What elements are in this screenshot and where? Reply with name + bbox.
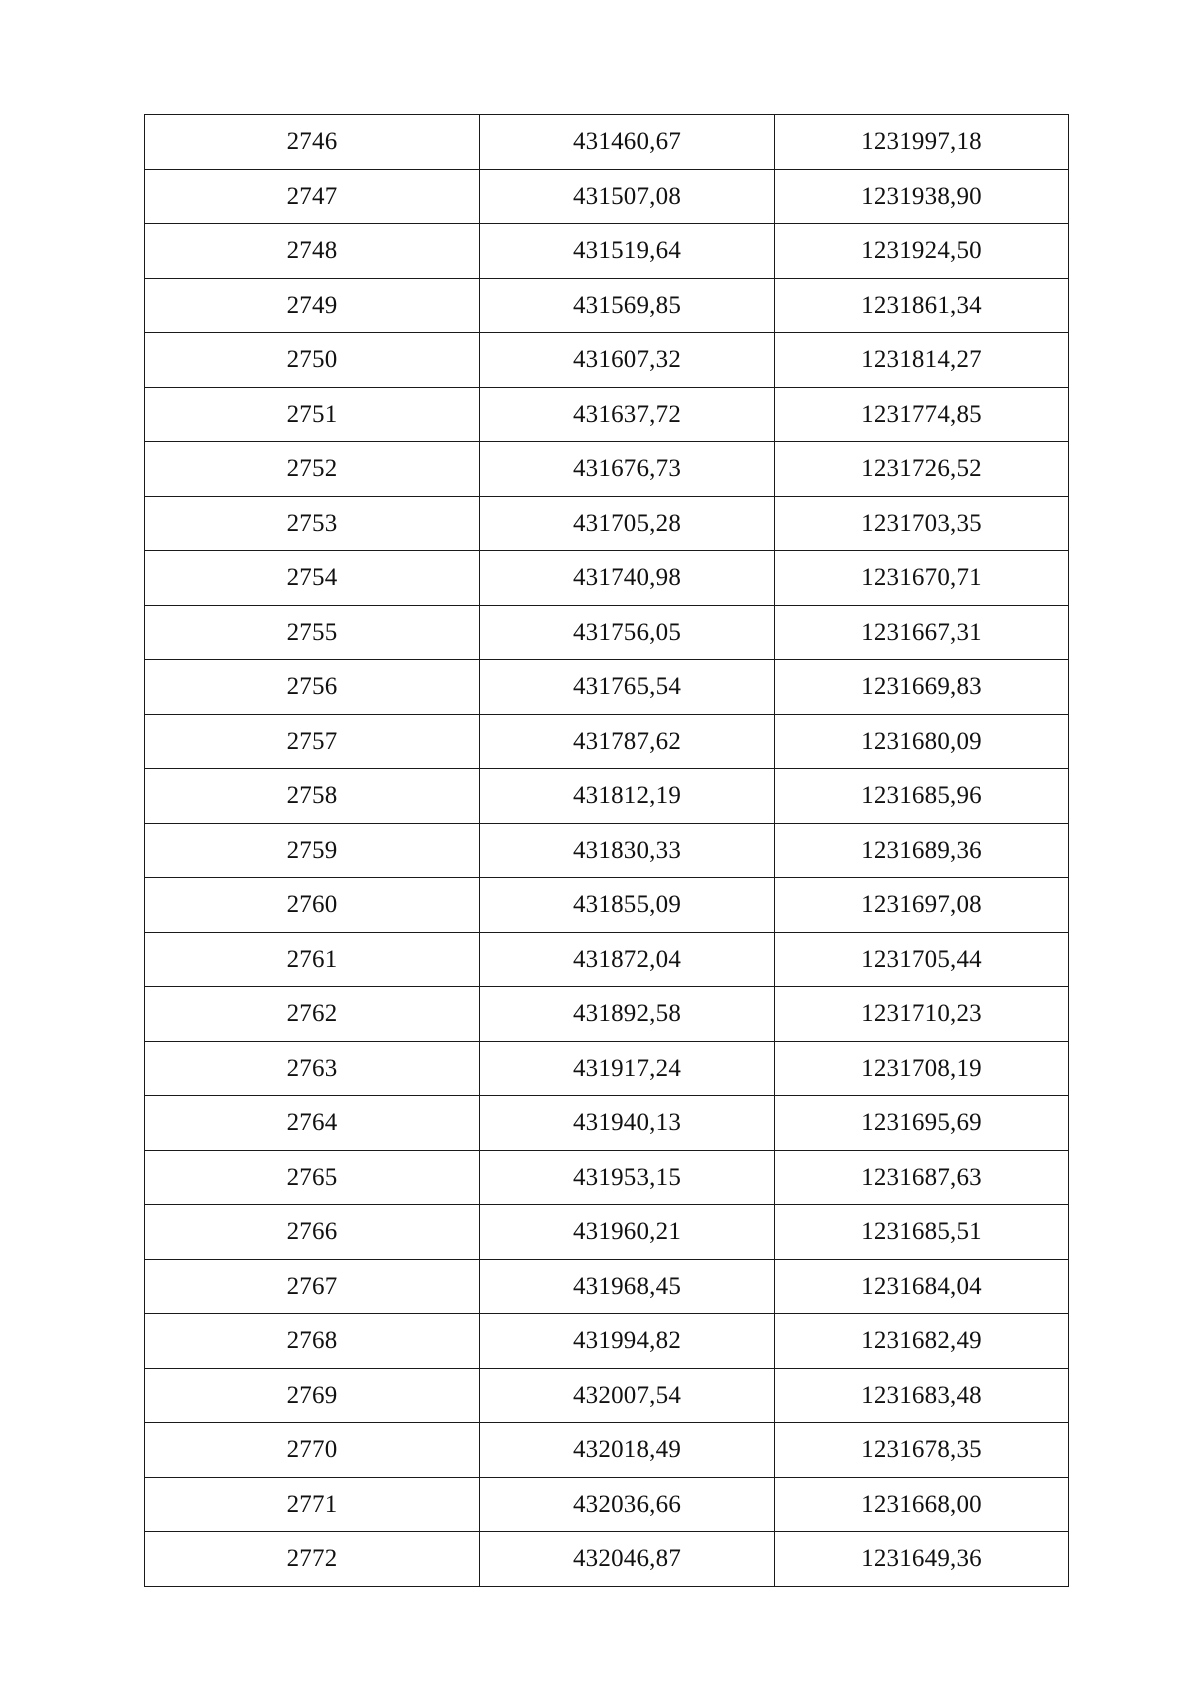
point-number-cell: 2772 — [145, 1532, 480, 1587]
point-number-cell: 2756 — [145, 660, 480, 715]
x-coordinate-cell: 431756,05 — [480, 605, 775, 660]
y-coordinate-cell: 1231682,49 — [775, 1314, 1069, 1369]
point-number-cell: 2771 — [145, 1477, 480, 1532]
x-coordinate-cell: 432036,66 — [480, 1477, 775, 1532]
y-coordinate-cell: 1231668,00 — [775, 1477, 1069, 1532]
x-coordinate-cell: 431507,08 — [480, 169, 775, 224]
y-coordinate-cell: 1231680,09 — [775, 714, 1069, 769]
y-coordinate-cell: 1231703,35 — [775, 496, 1069, 551]
y-coordinate-cell: 1231669,83 — [775, 660, 1069, 715]
table-row — [145, 823, 1069, 878]
table-row — [145, 1096, 1069, 1151]
y-coordinate-cell: 1231814,27 — [775, 333, 1069, 388]
y-coordinate-cell: 1231683,48 — [775, 1368, 1069, 1423]
y-coordinate-cell: 1231685,96 — [775, 769, 1069, 824]
y-coordinate-cell: 1231997,18 — [775, 115, 1069, 170]
x-coordinate-cell: 431607,32 — [480, 333, 775, 388]
x-coordinate-cell: 431960,21 — [480, 1205, 775, 1260]
table-row — [145, 1150, 1069, 1205]
y-coordinate-cell: 1231708,19 — [775, 1041, 1069, 1096]
x-coordinate-cell: 431569,85 — [480, 278, 775, 333]
y-coordinate-cell: 1231710,23 — [775, 987, 1069, 1042]
y-coordinate-cell: 1231670,71 — [775, 551, 1069, 606]
point-number-cell: 2760 — [145, 878, 480, 933]
table-row — [145, 1041, 1069, 1096]
point-number-cell: 2761 — [145, 932, 480, 987]
y-coordinate-cell: 1231695,69 — [775, 1096, 1069, 1151]
y-coordinate-cell: 1231684,04 — [775, 1259, 1069, 1314]
point-number-cell: 2764 — [145, 1096, 480, 1151]
y-coordinate-cell: 1231861,34 — [775, 278, 1069, 333]
x-coordinate-cell: 431705,28 — [480, 496, 775, 551]
table-row — [145, 1423, 1069, 1478]
table-row — [145, 1314, 1069, 1369]
x-coordinate-cell: 432007,54 — [480, 1368, 775, 1423]
point-number-cell: 2768 — [145, 1314, 480, 1369]
x-coordinate-cell: 431519,64 — [480, 224, 775, 279]
y-coordinate-cell: 1231689,36 — [775, 823, 1069, 878]
x-coordinate-cell: 432018,49 — [480, 1423, 775, 1478]
point-number-cell: 2758 — [145, 769, 480, 824]
x-coordinate-cell: 431637,72 — [480, 387, 775, 442]
table-row — [145, 1259, 1069, 1314]
x-coordinate-cell: 431994,82 — [480, 1314, 775, 1369]
coordinates-table — [144, 114, 1069, 1587]
y-coordinate-cell: 1231649,36 — [775, 1532, 1069, 1587]
table-row — [145, 169, 1069, 224]
point-number-cell: 2767 — [145, 1259, 480, 1314]
y-coordinate-cell: 1231697,08 — [775, 878, 1069, 933]
table-row — [145, 1477, 1069, 1532]
x-coordinate-cell: 431812,19 — [480, 769, 775, 824]
table-row — [145, 278, 1069, 333]
point-number-cell: 2763 — [145, 1041, 480, 1096]
point-number-cell: 2746 — [145, 115, 480, 170]
point-number-cell: 2753 — [145, 496, 480, 551]
y-coordinate-cell: 1231687,63 — [775, 1150, 1069, 1205]
point-number-cell: 2762 — [145, 987, 480, 1042]
x-coordinate-cell: 431787,62 — [480, 714, 775, 769]
coordinates-table-body — [145, 115, 1069, 1587]
point-number-cell: 2759 — [145, 823, 480, 878]
point-number-cell: 2749 — [145, 278, 480, 333]
y-coordinate-cell: 1231678,35 — [775, 1423, 1069, 1478]
x-coordinate-cell: 431740,98 — [480, 551, 775, 606]
x-coordinate-cell: 432046,87 — [480, 1532, 775, 1587]
table-row — [145, 442, 1069, 497]
point-number-cell: 2747 — [145, 169, 480, 224]
table-row — [145, 1532, 1069, 1587]
x-coordinate-cell: 431940,13 — [480, 1096, 775, 1151]
x-coordinate-cell: 431460,67 — [480, 115, 775, 170]
table-row — [145, 932, 1069, 987]
table-row — [145, 987, 1069, 1042]
table-row — [145, 551, 1069, 606]
table-row — [145, 333, 1069, 388]
x-coordinate-cell: 431830,33 — [480, 823, 775, 878]
table-row — [145, 878, 1069, 933]
point-number-cell: 2755 — [145, 605, 480, 660]
y-coordinate-cell: 1231938,90 — [775, 169, 1069, 224]
table-row — [145, 224, 1069, 279]
x-coordinate-cell: 431855,09 — [480, 878, 775, 933]
point-number-cell: 2751 — [145, 387, 480, 442]
point-number-cell: 2765 — [145, 1150, 480, 1205]
y-coordinate-cell: 1231705,44 — [775, 932, 1069, 987]
x-coordinate-cell: 431892,58 — [480, 987, 775, 1042]
table-row — [145, 496, 1069, 551]
y-coordinate-cell: 1231774,85 — [775, 387, 1069, 442]
table-row — [145, 1205, 1069, 1260]
table-row — [145, 769, 1069, 824]
table-row — [145, 605, 1069, 660]
y-coordinate-cell: 1231726,52 — [775, 442, 1069, 497]
x-coordinate-cell: 431917,24 — [480, 1041, 775, 1096]
table-row — [145, 387, 1069, 442]
x-coordinate-cell: 431765,54 — [480, 660, 775, 715]
point-number-cell: 2757 — [145, 714, 480, 769]
point-number-cell: 2748 — [145, 224, 480, 279]
y-coordinate-cell: 1231924,50 — [775, 224, 1069, 279]
x-coordinate-cell: 431676,73 — [480, 442, 775, 497]
point-number-cell: 2766 — [145, 1205, 480, 1260]
point-number-cell: 2750 — [145, 333, 480, 388]
table-row — [145, 115, 1069, 170]
point-number-cell: 2754 — [145, 551, 480, 606]
table-row — [145, 714, 1069, 769]
x-coordinate-cell: 431872,04 — [480, 932, 775, 987]
table-row — [145, 1368, 1069, 1423]
x-coordinate-cell: 431953,15 — [480, 1150, 775, 1205]
point-number-cell: 2752 — [145, 442, 480, 497]
x-coordinate-cell: 431968,45 — [480, 1259, 775, 1314]
y-coordinate-cell: 1231667,31 — [775, 605, 1069, 660]
point-number-cell: 2770 — [145, 1423, 480, 1478]
point-number-cell: 2769 — [145, 1368, 480, 1423]
table-row — [145, 660, 1069, 715]
y-coordinate-cell: 1231685,51 — [775, 1205, 1069, 1260]
